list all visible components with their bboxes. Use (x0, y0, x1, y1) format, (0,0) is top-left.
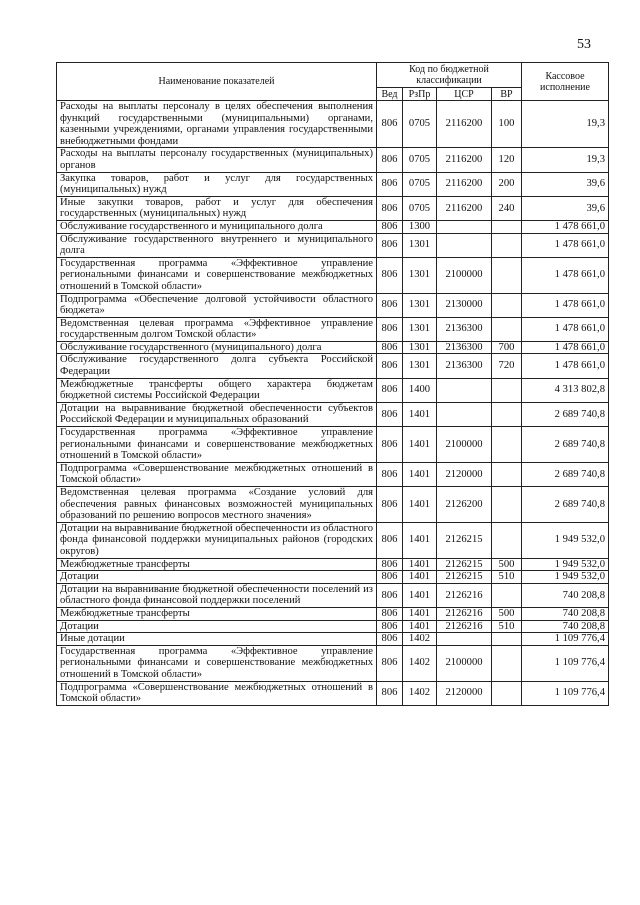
row-ved: 806 (377, 681, 403, 705)
row-amount: 1 949 532,0 (522, 571, 609, 584)
row-amount: 1 478 661,0 (522, 293, 609, 317)
row-ved: 806 (377, 402, 403, 426)
table-row (57, 402, 609, 426)
row-ved: 806 (377, 620, 403, 633)
table-row (57, 148, 609, 172)
row-vr (492, 583, 522, 607)
row-vr (492, 293, 522, 317)
row-rzpr: 1401 (403, 571, 437, 584)
row-vr: 510 (492, 571, 522, 584)
row-name: Государственная программа «Эффективное управление региональными финансами и совершенствование межбюджетных отношений в Томской области» (57, 645, 377, 681)
row-rzpr: 0705 (403, 148, 437, 172)
table-row (57, 583, 609, 607)
row-amount: 740 208,8 (522, 607, 609, 620)
row-ved: 806 (377, 462, 403, 486)
row-name: Расходы на выплаты персоналу в целях обеспечения выполнения функций государственными (муниципальными) органами, казенными учреждениями, органами управления государственными внебюджетными фондами (57, 101, 377, 148)
row-csr: 2136300 (437, 354, 492, 378)
row-vr (492, 462, 522, 486)
table-row (57, 101, 609, 148)
row-vr: 500 (492, 558, 522, 571)
row-amount: 19,3 (522, 148, 609, 172)
header-name: Наименование показателей (57, 63, 377, 101)
table-row (57, 607, 609, 620)
row-ved: 806 (377, 645, 403, 681)
row-name: Иные закупки товаров, работ и услуг для обеспечения государственных (муниципальных) нужд (57, 196, 377, 220)
table-row (57, 522, 609, 558)
row-name: Дотации на выравнивание бюджетной обеспеченности субъектов Российской Федерации и муниципальных образований (57, 402, 377, 426)
row-rzpr: 1401 (403, 583, 437, 607)
row-name: Обслуживание государственного (муниципального) долга (57, 341, 377, 354)
row-ved: 806 (377, 558, 403, 571)
row-name: Государственная программа «Эффективное управление региональными финансами и совершенствование межбюджетных отношений в Томской области» (57, 257, 377, 293)
table-row (57, 257, 609, 293)
row-vr (492, 522, 522, 558)
row-ved: 806 (377, 522, 403, 558)
header-vr: ВР (492, 88, 522, 101)
row-rzpr: 1301 (403, 317, 437, 341)
row-rzpr: 1301 (403, 233, 437, 257)
table-row (57, 681, 609, 705)
header-rzpr: РзПр (403, 88, 437, 101)
row-ved: 806 (377, 220, 403, 233)
budget-execution-table (56, 62, 609, 706)
table-row (57, 341, 609, 354)
row-csr (437, 220, 492, 233)
row-name: Обслуживание государственного долга субъекта Российской Федерации (57, 354, 377, 378)
table-row (57, 427, 609, 463)
table-row (57, 558, 609, 571)
row-rzpr: 1401 (403, 558, 437, 571)
row-rzpr: 1401 (403, 402, 437, 426)
row-name: Межбюджетные трансферты (57, 558, 377, 571)
row-rzpr: 1401 (403, 607, 437, 620)
row-vr (492, 645, 522, 681)
row-csr (437, 633, 492, 646)
row-name: Подпрограмма «Совершенствование межбюджетных отношений в Томской области» (57, 681, 377, 705)
row-csr: 2120000 (437, 681, 492, 705)
row-csr: 2126215 (437, 522, 492, 558)
row-csr: 2116200 (437, 172, 492, 196)
row-csr: 2136300 (437, 317, 492, 341)
row-rzpr: 1402 (403, 681, 437, 705)
table-row (57, 378, 609, 402)
row-ved: 806 (377, 172, 403, 196)
row-amount: 1 109 776,4 (522, 633, 609, 646)
row-csr: 2100000 (437, 257, 492, 293)
row-amount: 1 478 661,0 (522, 257, 609, 293)
row-vr: 240 (492, 196, 522, 220)
row-vr: 500 (492, 607, 522, 620)
row-vr: 510 (492, 620, 522, 633)
table-row (57, 172, 609, 196)
row-csr: 2100000 (437, 427, 492, 463)
table-row (57, 354, 609, 378)
table-row (57, 233, 609, 257)
row-rzpr: 1402 (403, 633, 437, 646)
row-csr: 2126215 (437, 558, 492, 571)
row-vr (492, 487, 522, 523)
row-rzpr: 1300 (403, 220, 437, 233)
row-csr: 2126215 (437, 571, 492, 584)
table-row (57, 293, 609, 317)
row-vr: 700 (492, 341, 522, 354)
row-rzpr: 1401 (403, 487, 437, 523)
row-rzpr: 1401 (403, 427, 437, 463)
row-amount: 1 109 776,4 (522, 681, 609, 705)
row-name: Ведомственная целевая программа «Создание условий для обеспечения равных финансовых возможностей муниципальных образований по решению вопросов местного значения» (57, 487, 377, 523)
row-vr (492, 257, 522, 293)
row-vr (492, 681, 522, 705)
table-row (57, 462, 609, 486)
row-vr (492, 378, 522, 402)
row-amount: 19,3 (522, 101, 609, 148)
row-ved: 806 (377, 101, 403, 148)
row-ved: 806 (377, 354, 403, 378)
row-rzpr: 1301 (403, 293, 437, 317)
row-name: Государственная программа «Эффективное управление региональными финансами и совершенствование межбюджетных отношений в Томской области» (57, 427, 377, 463)
row-name: Обслуживание государственного и муниципального долга (57, 220, 377, 233)
row-vr (492, 233, 522, 257)
row-name: Дотации (57, 571, 377, 584)
row-amount: 1 478 661,0 (522, 317, 609, 341)
row-amount: 39,6 (522, 172, 609, 196)
row-rzpr: 1402 (403, 645, 437, 681)
row-csr: 2126216 (437, 620, 492, 633)
table-row (57, 487, 609, 523)
row-amount: 1 478 661,0 (522, 341, 609, 354)
row-ved: 806 (377, 148, 403, 172)
row-amount: 740 208,8 (522, 583, 609, 607)
row-vr (492, 427, 522, 463)
row-amount: 2 689 740,8 (522, 427, 609, 463)
row-csr: 2116200 (437, 148, 492, 172)
row-name: Подпрограмма «Обеспечение долговой устойчивости областного бюджета» (57, 293, 377, 317)
row-csr (437, 402, 492, 426)
row-amount: 1 109 776,4 (522, 645, 609, 681)
row-rzpr: 0705 (403, 196, 437, 220)
row-ved: 806 (377, 257, 403, 293)
row-csr: 2130000 (437, 293, 492, 317)
row-amount: 2 689 740,8 (522, 487, 609, 523)
table-row (57, 633, 609, 646)
row-amount: 1 478 661,0 (522, 220, 609, 233)
row-rzpr: 1301 (403, 257, 437, 293)
row-csr: 2136300 (437, 341, 492, 354)
table-row (57, 317, 609, 341)
header-code-group: Код по бюджетной классификации (377, 63, 522, 88)
row-rzpr: 1401 (403, 620, 437, 633)
row-vr: 200 (492, 172, 522, 196)
row-vr (492, 633, 522, 646)
row-rzpr: 1301 (403, 341, 437, 354)
row-ved: 806 (377, 196, 403, 220)
table-row (57, 571, 609, 584)
header-ved: Вед (377, 88, 403, 101)
row-ved: 806 (377, 233, 403, 257)
table-row (57, 645, 609, 681)
header-csr: ЦСР (437, 88, 492, 101)
row-csr: 2100000 (437, 645, 492, 681)
row-vr (492, 402, 522, 426)
row-ved: 806 (377, 427, 403, 463)
row-csr: 2126200 (437, 487, 492, 523)
row-vr: 120 (492, 148, 522, 172)
page-number: 53 (577, 37, 591, 52)
row-rzpr: 0705 (403, 172, 437, 196)
row-ved: 806 (377, 341, 403, 354)
row-name: Подпрограмма «Совершенствование межбюджетных отношений в Томской области» (57, 462, 377, 486)
row-name: Межбюджетные трансферты (57, 607, 377, 620)
row-rzpr: 1401 (403, 462, 437, 486)
row-amount: 1 478 661,0 (522, 354, 609, 378)
row-csr: 2126216 (437, 583, 492, 607)
row-vr (492, 317, 522, 341)
row-amount: 2 689 740,8 (522, 462, 609, 486)
row-name: Дотации на выравнивание бюджетной обеспеченности из областного фонда финансовой поддержки муниципальных районов (городских округов) (57, 522, 377, 558)
table-row (57, 620, 609, 633)
row-amount: 1 478 661,0 (522, 233, 609, 257)
row-amount: 1 949 532,0 (522, 558, 609, 571)
row-name: Иные дотации (57, 633, 377, 646)
row-name: Ведомственная целевая программа «Эффективное управление государственным долгом Томской области» (57, 317, 377, 341)
row-csr: 2116200 (437, 101, 492, 148)
row-csr: 2126216 (437, 607, 492, 620)
row-vr: 100 (492, 101, 522, 148)
row-ved: 806 (377, 607, 403, 620)
row-rzpr: 1400 (403, 378, 437, 402)
row-name: Дотации на выравнивание бюджетной обеспеченности поселений из областного фонда финансовой поддержки поселений (57, 583, 377, 607)
row-amount: 740 208,8 (522, 620, 609, 633)
row-vr: 720 (492, 354, 522, 378)
row-name: Обслуживание государственного внутреннего и муниципального долга (57, 233, 377, 257)
table-row (57, 220, 609, 233)
row-amount: 2 689 740,8 (522, 402, 609, 426)
row-name: Закупка товаров, работ и услуг для государственных (муниципальных) нужд (57, 172, 377, 196)
row-name: Межбюджетные трансферты общего характера бюджетам бюджетной системы Российской Федерации (57, 378, 377, 402)
row-csr (437, 378, 492, 402)
row-ved: 806 (377, 378, 403, 402)
row-csr: 2120000 (437, 462, 492, 486)
row-vr (492, 220, 522, 233)
header-amount: Кассовое исполнение (522, 63, 609, 101)
row-ved: 806 (377, 317, 403, 341)
row-name: Дотации (57, 620, 377, 633)
row-name: Расходы на выплаты персоналу государственных (муниципальных) органов (57, 148, 377, 172)
row-amount: 39,6 (522, 196, 609, 220)
row-rzpr: 1401 (403, 522, 437, 558)
table-row (57, 196, 609, 220)
row-rzpr: 1301 (403, 354, 437, 378)
row-ved: 806 (377, 633, 403, 646)
row-ved: 806 (377, 583, 403, 607)
row-ved: 806 (377, 293, 403, 317)
row-csr: 2116200 (437, 196, 492, 220)
row-amount: 4 313 802,8 (522, 378, 609, 402)
row-csr (437, 233, 492, 257)
row-amount: 1 949 532,0 (522, 522, 609, 558)
row-ved: 806 (377, 571, 403, 584)
row-rzpr: 0705 (403, 101, 437, 148)
row-ved: 806 (377, 487, 403, 523)
